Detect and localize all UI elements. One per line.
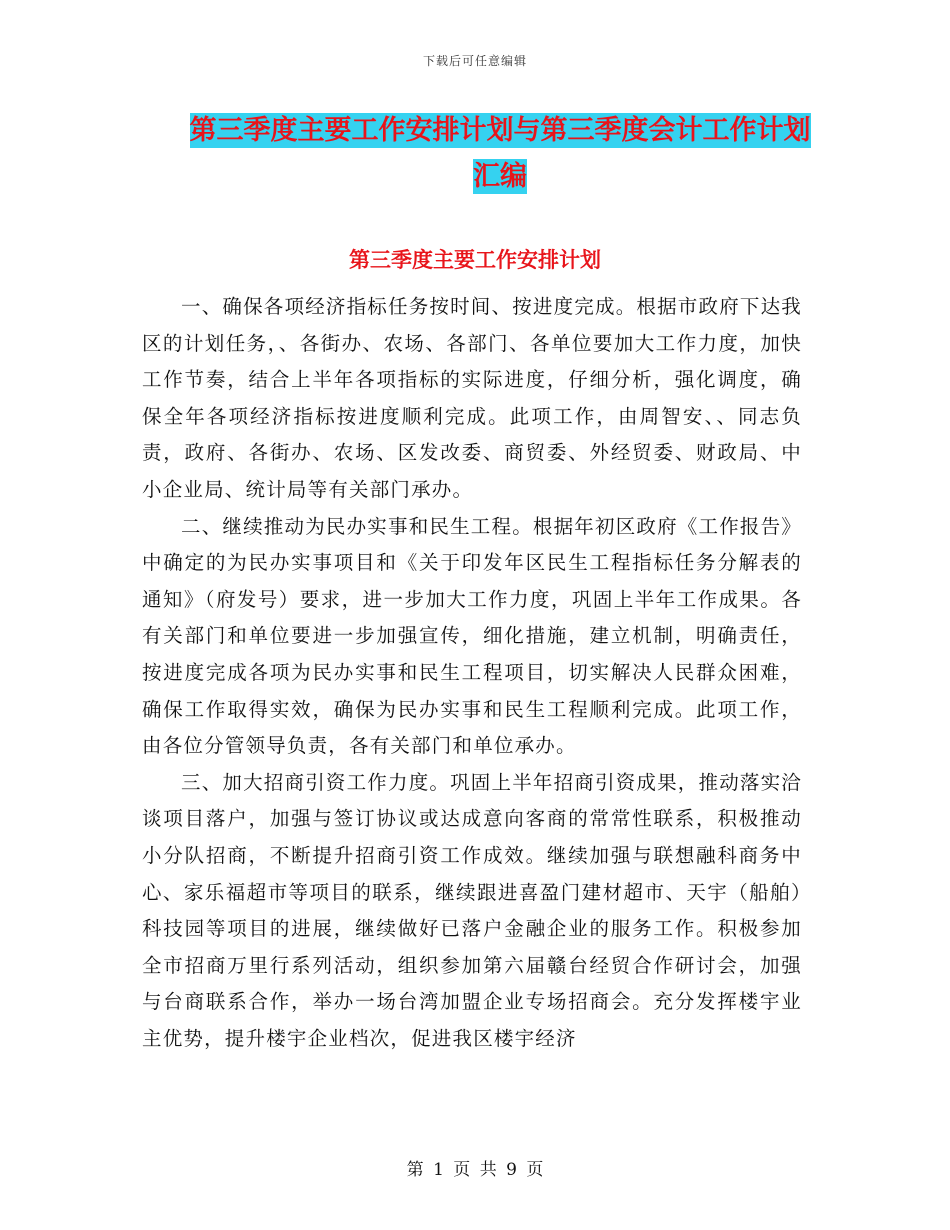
document-title-line-1: 第三季度主要工作安排计划与第三季度会计工作计划 xyxy=(189,115,811,146)
paragraph-3: 三、加大招商引资工作力度。巩固上半年招商引资成果，推动落实洽谈项目落户，加强与签订协议或达成意向客商的常常性联系，积极推动小分队招商，不断提升招商引资工作成效。继续加强与联想融科商务中心、家乐福超市等项目的联系，继续跟进喜盈门建材超市、天宇（船舶）科技园等项目的进展，继续做好已落户金融企业的服务工作。积极参加全市招商万里行系列活动，组织参加第六届赣台经贸合作研讨会，加强与台商联系合作，举办一场台湾加盟企业专场招商会。充分发挥楼宇业主优势，提升楼宇企业档次，促进我区楼宇经济 xyxy=(142,770,803,1050)
document-title xyxy=(150,108,850,200)
paragraph-2: 二、继续推动为民办实事和民生工程。根据年初区政府《工作报告》中确定的为民办实事项目和《关于印发年区民生工程指标任务分解表的通知》（府发号）要求，进一步加大工作力度，巩固上半年工作成果。各有关部门和单位要进一步加强宣传，细化措施，建立机制，明确责任，按进度完成各项为民办实事和民生工程项目，切实解决人民群众困难，确保工作取得实效，确保为民办实事和民生工程顺利完成。此项工作，由各位分管领导负责，各有关部门和单位承办。 xyxy=(142,514,803,758)
body-text xyxy=(142,289,802,1057)
paragraph-1: 一、确保各项经济指标任务按时间、按进度完成。根据市政府下达我区的计划任务，、各街办、农场、各部门、各单位要加大工作力度，加快工作节奏，结合上半年各项指标的实际进度，仔细分析，强化调度，确保全年各项经济指标按进度顺利完成。此项工作，由周智安、、同志负责，政府、各街办、农场、区发改委、商贸委、外经贸委、财政局、中小企业局、统计局等有关部门承办。 xyxy=(142,295,803,501)
header-note: 下载后可任意编辑 xyxy=(422,54,527,68)
document-title-line-2: 汇编 xyxy=(473,161,527,192)
page-footer: 第 1 页 共 9 页 xyxy=(406,1160,544,1180)
section-title: 第三季度主要工作安排计划 xyxy=(349,248,601,272)
